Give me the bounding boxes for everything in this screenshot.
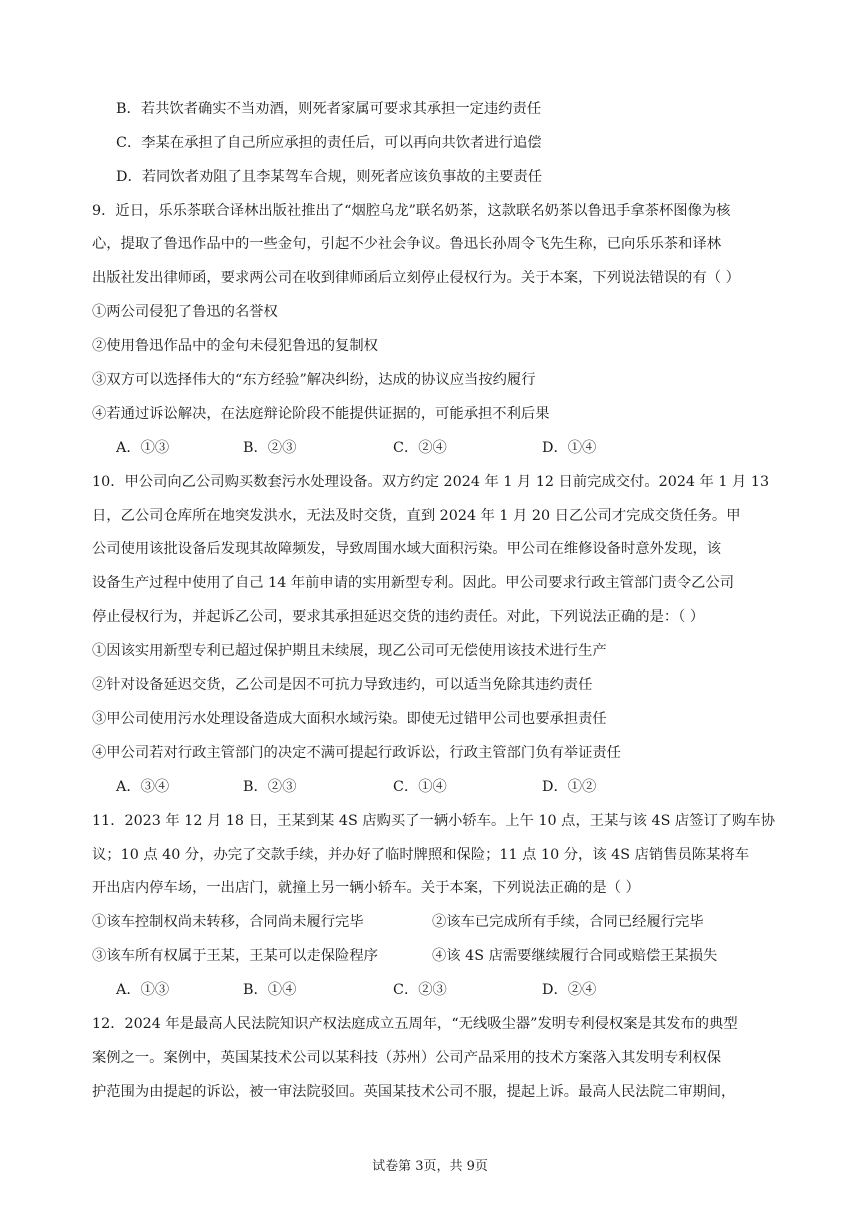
page-footer: 试卷第 3页，共 9页 [372,1159,488,1174]
q10-stem-line: 停止侵权行为，并起诉乙公司，要求其承担延迟交货的违约责任。对此，下列说法正确的是：（ ） [92,609,705,625]
q11-options [116,980,736,1000]
q11-stem-line: 开出店内停车场，一出店门，就撞上另一辆小轿车。关于本案，下列说法正确的是（ ） [92,880,640,896]
q11-option-c[interactable]: C．②③ [393,982,447,998]
q11-statement: ④该 4S 店需要继续履行合同或赔偿王某损失 [432,948,718,964]
q8-option-d: D．若同饮者劝阻了且李某驾车合规，则死者应该负事故的主要责任 [116,169,543,185]
q10-statement: ④甲公司若对行政主管部门的决定不满可提起行政诉讼，行政主管部门负有举证责任 [92,745,621,761]
q8-option-c: C．李某在承担了自己所应承担的责任后，可以再向共饮者进行追偿 [116,135,542,151]
q10-statement: ①因该实用新型专利已超过保护期且未续展，现乙公司可无偿使用该技术进行生产 [92,643,607,659]
q10-stem-line: 日，乙公司仓库所在地突发洪水，无法及时交货，直到 2024 年 1 月 20 日乙公司才完成交货任务。甲 [92,508,741,524]
q11-statement: ②该车已完成所有手续，合同已经履行完毕 [432,914,704,930]
q11-stem-line: 议；10 点 40 分，办完了交款手续，并办好了临时牌照和保险；11 点 10 分，该 4S 店销售员陈某将车 [92,847,749,863]
q10-option-d[interactable]: D．①② [542,779,597,795]
q12-stem-line: 案例之一。案例中，英国某技术公司以某科技（苏州）公司产品采用的技术方案落入其发明专利权保 [92,1050,722,1066]
q10-option-b[interactable]: B．②③ [243,779,297,795]
q9-option-a[interactable]: A．①③ [116,440,170,456]
q9-stem-line: 9．近日，乐乐茶联合译林出版社推出了“烟腔乌龙”联名奶茶，这款联名奶茶以鲁迅手拿茶杯图像为核 [92,203,731,219]
q12-stem-line: 护范围为由提起的诉讼，被一审法院驳回。英国某技术公司不服，提起上诉。最高人民法院二审期间， [92,1084,736,1100]
q9-stem-line: 出版社发出律师函，要求两公司在收到律师函后立刻停止侵权行为。关于本案，下列说法错误的有（ ） [92,270,740,286]
q11-stem-line: 11．2023 年 12 月 18 日，王某到某 4S 店购买了一辆小轿车。上午 10 点，王某与该 4S 店签订了购车协 [92,813,776,829]
q11-option-d[interactable]: D．②④ [542,982,597,998]
q9-statement: ④若通过诉讼解决，在法庭辩论阶段不能提供证据的，可能承担不利后果 [92,406,550,422]
q9-option-c[interactable]: C．②④ [393,440,447,456]
q10-stem-line: 设备生产过程中使用了自己 14 年前申请的实用新型专利。因此。甲公司要求行政主管部门责令乙公司 [92,575,735,591]
q9-option-b[interactable]: B．②③ [243,440,297,456]
q8-option-b: B．若共饮者确实不当劝酒，则死者家属可要求其承担一定违约责任 [116,101,542,117]
q10-stem-line: 公司使用该批设备后发现其故障频发，导致周围水域大面积污染。甲公司在维修设备时意外发现，该 [92,541,722,557]
q9-statement: ②使用鲁迅作品中的金句未侵犯鲁迅的复制权 [92,338,378,354]
q9-options [116,438,736,458]
q10-stem-line: 10．甲公司向乙公司购买数套污水处理设备。双方约定 2024 年 1 月 12 日前完成交付。2024 年 1 月 13 [92,474,770,490]
q10-options [116,777,736,797]
q10-option-a[interactable]: A．③④ [116,779,170,795]
q9-statement: ①两公司侵犯了鲁迅的名誉权 [92,304,278,320]
q10-option-c[interactable]: C．①④ [393,779,447,795]
q11-statement: ①该车控制权尚未转移，合同尚未履行完毕 [92,914,364,930]
q11-statement: ③该车所有权属于王某，王某可以走保险程序 [92,948,378,964]
q12-stem-line: 12．2024 年是最高人民法院知识产权法庭成立五周年，“无线吸尘器”发明专利侵权案是其发布的典型 [92,1016,738,1032]
q11-option-b[interactable]: B．①④ [243,982,297,998]
q9-stem-line: 心，提取了鲁迅作品中的一些金句，引起不少社会争议。鲁迅长孙周令飞先生称，已向乐乐茶和译林 [92,236,722,252]
q10-statement: ③甲公司使用污水处理设备造成大面积水域污染。即使无过错甲公司也要承担责任 [92,711,607,727]
q11-option-a[interactable]: A．①③ [116,982,170,998]
q9-option-d[interactable]: D．①④ [542,440,597,456]
q10-statement: ②针对设备延迟交货，乙公司是因不可抗力导致违约，可以适当免除其违约责任 [92,677,593,693]
q9-statement: ③双方可以选择伟大的“东方经验”解决纠纷，达成的协议应当按约履行 [92,372,536,388]
